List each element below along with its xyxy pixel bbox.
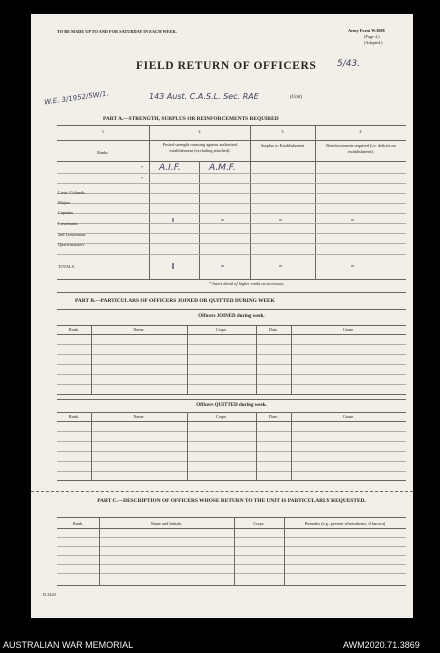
quitted-subtitle: Officers QUITTED during week. [196,403,267,408]
part-b-title: PART B.—PARTICULARS OF OFFICERS JOINED OR QUITTED DURING WEEK [75,298,275,304]
col-num-1: 1 [101,129,105,134]
instruction-text: TO BE MADE UP TO AND FOR SATURDAY IN EACH WEEK. [57,29,177,34]
rank-2nd-lieutenants: 2nd Lieutenants [58,232,86,237]
footer-accession-number: AWM2020.71.3869 [343,640,420,650]
form-sheet: TO BE MADE UP TO AND FOR SATURDAY IN EACH WEEK. Army Form W.3008 (Page 4.) (Adapted.) FIELD RETURN OF OFFICERS 5/43. W.E. 3/1952/5W/1. 143 Aust. C.A.S.L. Sec. RAE (Unit) PART A.—STRENGTH, SURPLUS OR REINFORCEMENTS REQUIRED 1 2 3 4 Ranks. Posted strength counting against authorised establishment (excluding attached). Surplus to Establishment. Reinforcements required (i.e. deficits on establishment). A.I.F. A.M.F. * * Lieut.-Colonels Majors Captains Lieutenants 2nd Lieutenants Quartermasters TOTALS * Insert detail of higher ranks as necessary. PART B.—PARTICULARS OF OFFICERS JOINED OR QUITTED DURING WEEK Officers JOINED during week. Rank. Name. Corps. Date. Cause. Officers QUITTED during week. Rank. Name. Corps. Date. Cause. PART C.—DESCRIPTION OF OFFICERS WHOSE RETURN TO THE UNIT IS PARTICULARLY REQUESTED. Rank. Name and Initials. Corps. Remarks (e.g., present whereabouts, if known) D.3420 [31,14,413,618]
part-a-footnote: * Insert detail of higher ranks as necessary. [209,281,285,286]
col-num-2: 2 [198,129,201,134]
quitted-col-corps: Corps. [215,414,228,419]
handwritten-unit: 143 Aust. C.A.S.L. Sec. RAE [149,92,259,101]
rank-quartermasters: Quartermasters [58,242,85,247]
part-c-col-corps: Corps. [253,521,265,526]
quitted-col-date: Date. [268,414,279,419]
handwritten-aif: A.I.F. [159,163,181,173]
rank-lt-colonels: Lieut.-Colonels [58,190,85,195]
joined-col-name: Name. [133,327,145,332]
rank-lieutenants: Lieutenants [58,221,79,226]
part-a-title: PART A.—STRENGTH, SURPLUS OR REINFORCEMENTS REQUIRED [103,116,279,122]
quitted-col-name: Name. [133,414,145,419]
col-num-4: 4 [359,129,362,134]
reinforcements-header: Reinforcements required (i.e. deficits on establishment). [326,143,396,154]
totals-label: TOTALS [58,264,75,269]
part-c-col-rank: Rank. [72,521,84,526]
form-number: Army Form W.3008 [348,28,385,33]
handwritten-reference: W.E. 3/1952/5W/1. [43,89,110,107]
rank-captains: Captains [58,210,74,215]
quitted-col-cause: Cause. [342,414,355,419]
quitted-col-rank: Rank. [68,414,80,419]
joined-col-corps: Corps. [215,327,228,332]
col-num-3: 3 [281,129,284,134]
perforation-line [31,491,413,492]
part-c-title: PART C.—DESCRIPTION OF OFFICERS WHOSE RETURN TO THE UNIT IS PARTICULARLY REQUESTED. [97,498,366,504]
part-c-col-name: Name and Initials. [150,521,183,526]
footer-source: AUSTRALIAN WAR MEMORIAL [3,640,134,650]
posted-strength-header: Posted strength counting against authorised establishment (excluding attached). [162,142,238,153]
print-code: D.3420 [43,592,56,597]
joined-col-rank: Rank. [68,327,80,332]
ranks-header: Ranks. [97,150,109,155]
rank-majors: Majors [58,200,71,205]
part-c-col-remarks: Remarks (e.g., present whereabouts, if known) [304,521,386,526]
joined-col-date: Date. [268,327,279,332]
handwritten-date: 5/43. [337,59,361,69]
handwritten-amf: A.M.F. [209,163,236,173]
handwritten-tally-marks [31,14,413,294]
surplus-header: Surplus to Establishment. [260,143,306,148]
joined-subtitle: Officers JOINED during week. [198,314,265,319]
unit-label: (Unit) [290,95,303,100]
form-title: FIELD RETURN OF OFFICERS [136,60,317,72]
joined-col-cause: Cause. [342,327,355,332]
form-page: (Page 4.) [364,34,380,39]
form-adapted: (Adapted.) [364,40,383,45]
